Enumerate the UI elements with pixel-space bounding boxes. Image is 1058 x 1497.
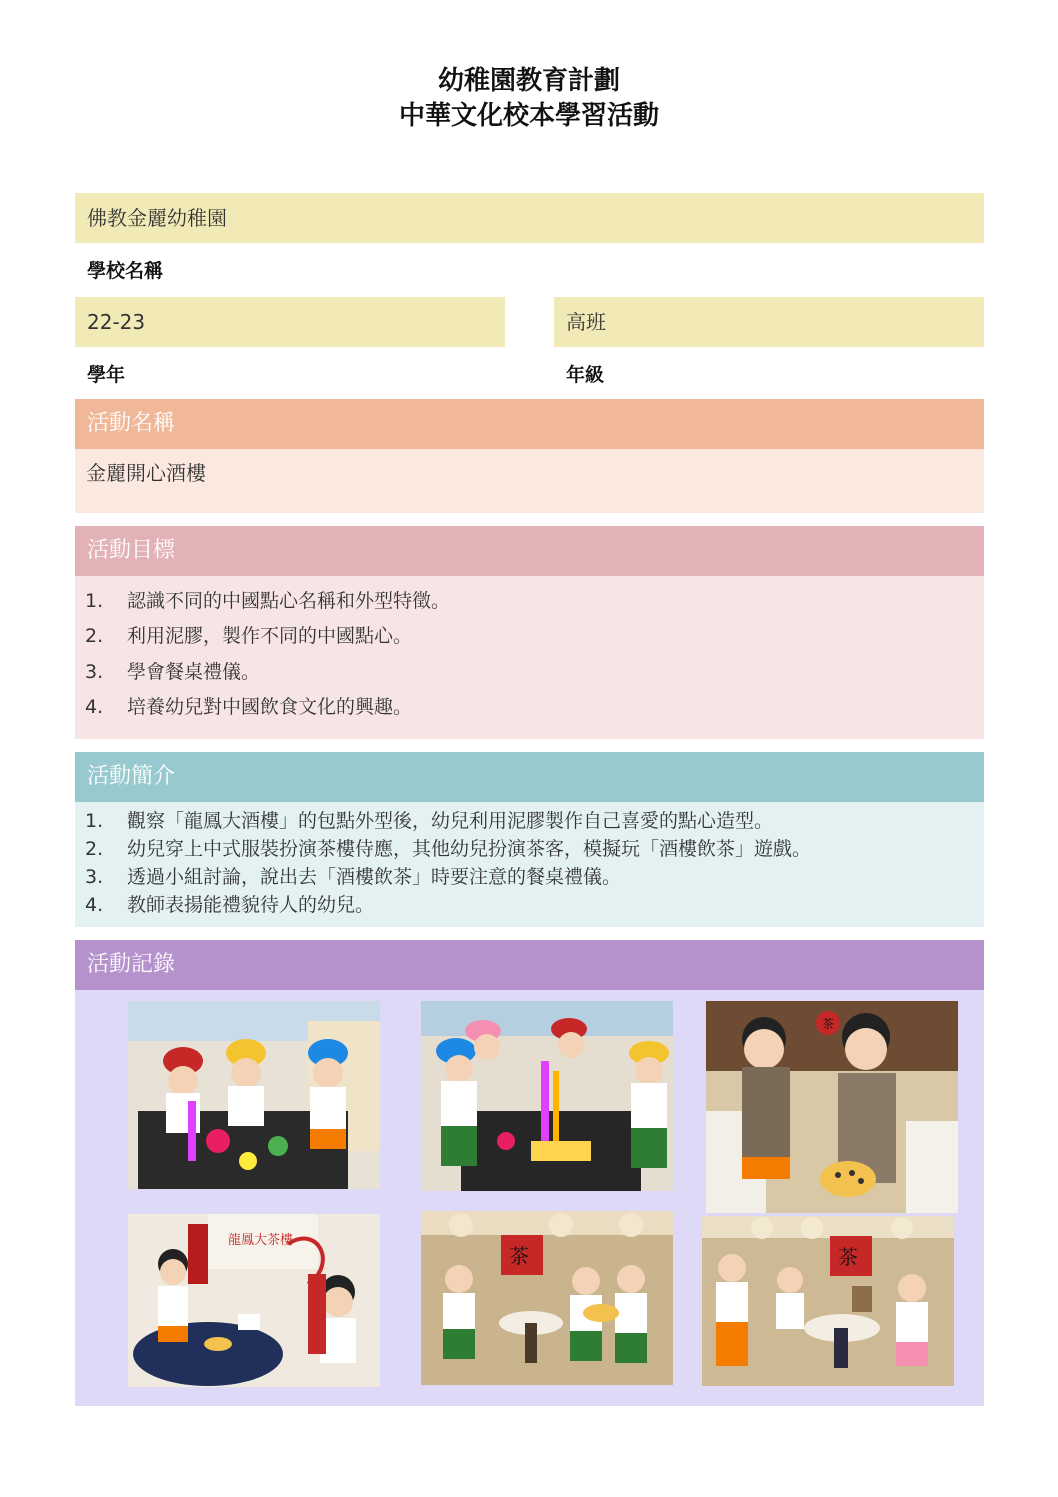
activity-photo [702, 1216, 954, 1386]
introduction-list [75, 802, 984, 927]
restaurant-sign-text: 龍鳳大茶樓 [228, 1233, 294, 1248]
school-name-field: 佛教金麗幼稚園 [75, 193, 984, 243]
page-subtitle: 中華文化校本學習活動 [398, 101, 659, 131]
tea-sign-text: 茶 [509, 1244, 529, 1268]
activity-name-body [75, 449, 984, 513]
objective-item: 2. 利用泥膠，製作不同的中國點心。 [85, 625, 413, 647]
objective-item: 3. 學會餐桌禮儀。 [85, 661, 261, 683]
objectives-list [75, 576, 984, 739]
objectives-header: 活動目標 [75, 526, 984, 576]
activity-photo [421, 1211, 673, 1385]
tea-sign-text: 茶 [838, 1245, 858, 1269]
grade-label: 年級 [566, 364, 605, 386]
school-name-label: 學校名稱 [87, 260, 164, 282]
tea-sign-text: 茶 [822, 1017, 835, 1031]
introduction-header: 活動簡介 [75, 752, 984, 802]
records-header: 活動記錄 [75, 940, 984, 990]
activity-photo [706, 1001, 958, 1213]
activity-photo [128, 1214, 380, 1387]
school-year-label: 學年 [87, 364, 126, 386]
objective-item: 1. 認識不同的中國點心名稱和外型特徵。 [85, 590, 451, 612]
activity-name-header: 活動名稱 [75, 399, 984, 449]
page-title: 幼稚園教育計劃 [437, 66, 620, 96]
introduction-item: 4. 教師表揚能禮貌待人的幼兒。 [85, 894, 375, 916]
introduction-item: 1. 觀察「龍鳳大酒樓」的包點外型後，幼兒利用泥膠製作自己喜愛的點心造型。 [85, 810, 774, 832]
objective-item: 4. 培養幼兒對中國飲食文化的興趣。 [85, 696, 413, 718]
activity-photo [421, 1001, 673, 1191]
activity-name-value: 金麗開心酒樓 [86, 461, 206, 485]
introduction-item: 2. 幼兒穿上中式服裝扮演茶樓侍應，其他幼兒扮演茶客，模擬玩「酒樓飲茶」遊戲。 [85, 838, 812, 860]
school-year-field: 22-23 [75, 297, 505, 347]
introduction-item: 3. 透過小組討論，說出去「酒樓飲茶」時要注意的餐桌禮儀。 [85, 866, 622, 888]
grade-field: 高班 [554, 297, 984, 347]
activity-photo [128, 1001, 380, 1189]
